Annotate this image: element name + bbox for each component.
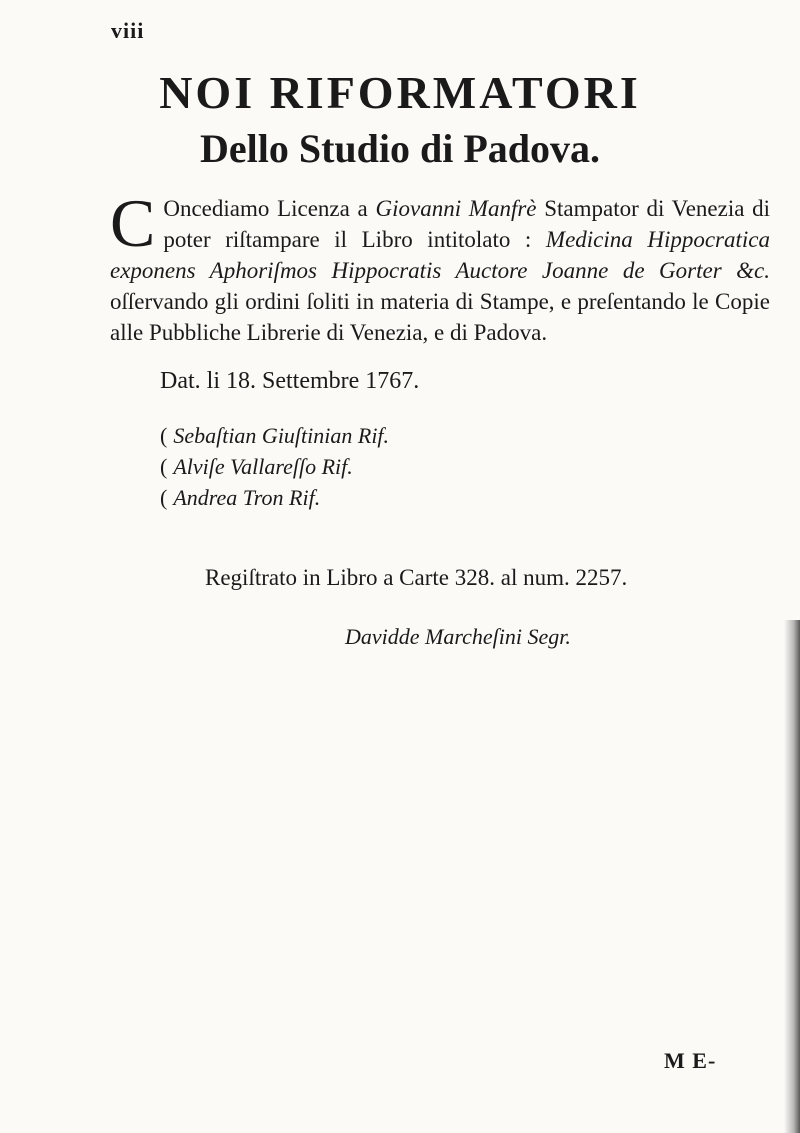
signatory-item: ( Andrea Tron Rif. [160,485,321,510]
drop-cap: C [110,185,156,261]
catchword: M E- [664,1048,717,1073]
signatories-list [160,420,389,513]
page-edge-shadow [784,620,800,1133]
secretary-signature: Davidde Marcheſini Segr. [345,624,571,649]
signatory-item: ( Sebaſtian Giuſtinian Rif. [160,423,390,448]
printer-name: Giovanni Manfrè [375,196,537,221]
page-subheading: Dello Studio di Padova. [199,126,601,171]
registration-line: Regiſtrato in Libro a Carte 328. al num. 2257. [205,565,628,590]
date-line: Dat. li 18. Settembre 1767. [160,368,420,394]
signatory-item: ( Alviſe Vallareſſo Rif. [160,454,353,479]
paragraph-text-2: Stampator di Venezia di poter riſtampare il Libro intitolato : [163,196,771,252]
page-heading: NOI RIFORMATORI [159,67,641,118]
license-paragraph [110,185,771,348]
paragraph-text-3: oſſervando gli ordini ſoliti in materia di Stampe, e preſentando le Copie alle Pubbliche Librerie di Venezia, e di Padova. [110,289,770,345]
book-title: Medicina Hippocratica exponens Aphoriſmos Hippocratis Auctore Joanne de Gorter &c. [110,227,770,283]
page-number: viii [111,18,145,43]
paragraph-text-1: Oncediamo Licenza a [163,196,376,221]
